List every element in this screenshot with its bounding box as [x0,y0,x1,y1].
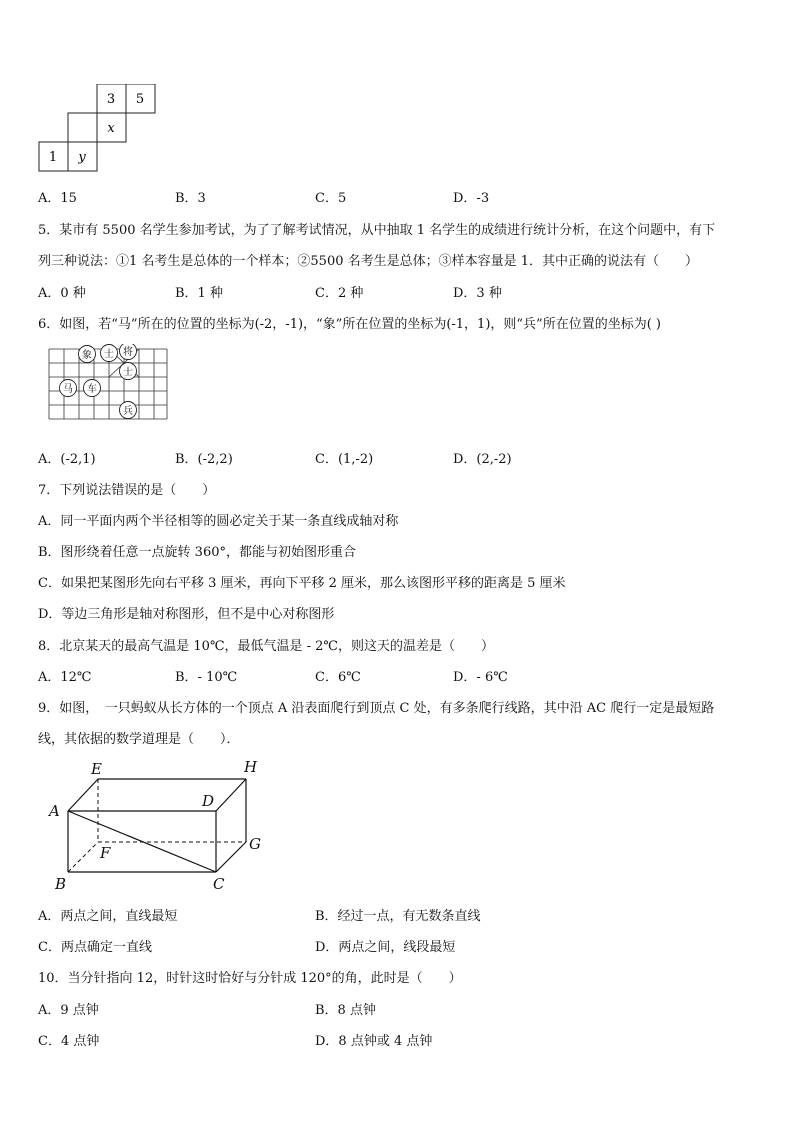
q5-option-a[interactable]: A．0 种 [38,286,86,301]
q5-option-d[interactable]: D．3 种 [453,286,502,301]
q10-option-d[interactable]: D．8 点钟或 4 点钟 [315,1034,433,1049]
q4-option-c[interactable]: C．5 [315,191,347,206]
vertex-label-d: D [202,792,215,810]
vertex-label-c: C [213,875,225,893]
vertex-label-h: H [244,758,258,776]
q6-option-a[interactable]: A．(-2,1) [38,452,96,467]
q9-option-b[interactable]: B．经过一点，有无数条直线 [315,909,481,924]
vertex-label-g: G [249,835,261,853]
cuboid-figure [40,754,280,896]
q7-option-d[interactable]: D．等边三角形是轴对称图形，但不是中心对称图形 [38,607,335,622]
q7-option-a[interactable]: A．同一平面内两个半径相等的圆必定关于某一条直线成轴对称 [38,514,399,529]
q10-option-a[interactable]: A．9 点钟 [38,1003,99,1018]
q7-question: 7．下列说法错误的是（ ） [38,483,216,498]
piece-shi-right: 士 [123,367,133,378]
q7-option-b[interactable]: B．图形绕着任意一点旋转 360°，都能与初始图形重合 [38,545,356,560]
net-cell-1: 1 [48,150,58,165]
net-cell-3: 3 [106,92,116,107]
piece-shi-left: 士 [104,349,114,360]
q5-question-line2: 列三种说法：①1 名考生是总体的一个样本；②5500 名考生是总体；③样本容量是 1．其中正确的说法有（ ） [38,254,699,269]
piece-xiang: 象 [82,350,92,361]
q10-option-c[interactable]: C．4 点钟 [38,1034,100,1049]
cube-net-figure [36,84,166,174]
net-cell-x: x [107,121,115,136]
vertex-label-a: A [49,802,60,820]
q8-option-b[interactable]: B．- 10℃ [175,670,238,685]
piece-che: 车 [87,384,97,395]
q9-option-a[interactable]: A．两点之间，直线最短 [38,909,178,924]
q10-question: 10．当分针指向 12，时针这时恰好与分针成 120°的角，此时是（ ） [38,971,462,986]
q9-question-line1: 9．如图， 一只蚂蚁从长方体的一个顶点 A 沿表面爬行到顶点 C 处，有多条爬行线路，其中沿 AC 爬行一定是最短路 [38,701,715,716]
chess-board-figure [46,344,170,426]
q8-question: 8．北京某天的最高气温是 10℃，最低气温是 - 2℃，则这天的温差是（ ） [38,639,494,654]
q8-option-a[interactable]: A．12℃ [38,670,92,685]
vertex-label-e: E [91,760,102,778]
q8-option-d[interactable]: D．- 6℃ [453,670,508,685]
q9-question-line2: 线，其依据的数学道理是（ ）． [38,732,240,747]
q10-option-b[interactable]: B．8 点钟 [315,1003,376,1018]
q5-question-line1: 5．某市有 5500 名学生参加考试，为了了解考试情况，从中抽取 1 名学生的成绩进行统计分析，在这个问题中，有下 [38,223,716,238]
q6-option-c[interactable]: C．(1,-2) [315,452,374,467]
q6-option-b[interactable]: B．(-2,2) [175,452,233,467]
q6-option-d[interactable]: D．(2,-2) [453,452,512,467]
q6-question: 6．如图，若“马”所在的位置的坐标为(-2，-1)，“象”所在位置的坐标为(-1，1)，则“兵”所在位置的坐标为( ) [38,317,661,332]
piece-jiang: 将 [123,347,133,358]
q9-option-c[interactable]: C．两点确定一直线 [38,940,152,955]
piece-ma: 马 [63,384,73,395]
vertex-label-b: B [55,875,67,893]
q5-option-b[interactable]: B．1 种 [175,286,223,301]
net-cell-5: 5 [135,92,145,107]
q9-option-d[interactable]: D．两点之间，线段最短 [315,940,456,955]
q8-option-c[interactable]: C．6℃ [315,670,361,685]
q4-option-d[interactable]: D．-3 [453,191,490,206]
q7-option-c[interactable]: C．如果把某图形先向右平移 3 厘米，再向下平移 2 厘米，那么该图形平移的距离是 5 厘米 [38,576,566,591]
q5-option-c[interactable]: C．2 种 [315,286,364,301]
piece-bing: 兵 [123,406,133,417]
q4-option-a[interactable]: A．15 [38,191,77,206]
q4-option-b[interactable]: B．3 [175,191,206,206]
vertex-label-f: F [100,844,111,862]
net-cell-y: y [78,150,86,165]
